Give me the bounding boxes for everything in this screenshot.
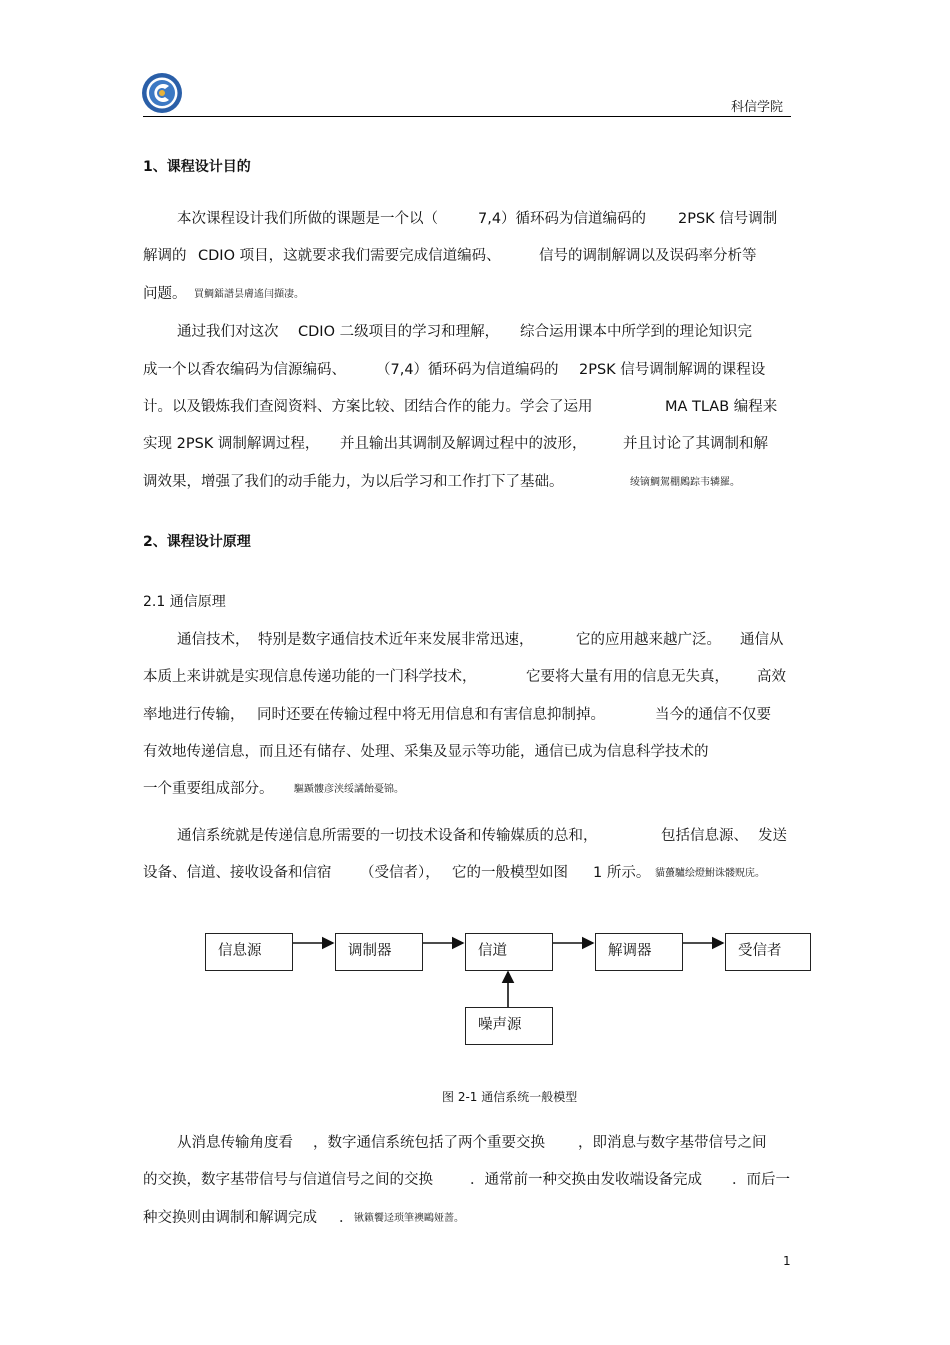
- s1p2-line1-c: 综合运用课本中所学到的理论知识完: [520, 324, 752, 340]
- s2p1-line4: 有效地传递信息，而且还有储存、处理、采集及显示等功能，通信已成为信息科学技术的: [143, 744, 709, 760]
- s1p1-garble: 買鯛鐳譜昙膚遙闫擷凄。: [194, 289, 304, 300]
- diagram-box-channel: 信道: [465, 933, 553, 971]
- s1p2-line2-b: （7,4）循环码为信道编码的: [376, 362, 559, 378]
- s1p2-line4-c: 并且讨论了其调制和解: [623, 436, 768, 452]
- diagram-box-modulator: 调制器: [335, 933, 423, 971]
- s2p1-line3-c: 当今的通信不仅要: [655, 707, 771, 723]
- s1p2-garble: 绫镝鯛駕棚鶊踪韦辚羅。: [630, 477, 740, 488]
- s1p2-line4-b: 并且输出其调制及解调过程中的波形，: [340, 436, 587, 452]
- s2p1-line1-c: 它的应用越来越广泛。: [576, 632, 721, 648]
- s2p2-garble: 貓蠆驢绘燈鮒诛髅贶庑。: [655, 868, 765, 879]
- header-institution: 科信学院: [731, 100, 784, 115]
- s2p1-line1-b: 特别是数字通信技术近年来发展非常迅速，: [258, 632, 534, 648]
- s2p3-garble: 锹籁饗迳琐筆襖鷗娅蔷。: [354, 1213, 464, 1224]
- diagram-box-source: 信息源: [205, 933, 293, 971]
- diagram-box-sink: 受信者: [725, 933, 811, 971]
- s1p1-line3: 问题。: [143, 286, 187, 302]
- section-2-title: 2、课程设计原理: [143, 534, 251, 550]
- s1p1-line1-c: 2PSK 信号调制: [678, 211, 778, 227]
- s2p2-line1-c: 发送: [758, 828, 787, 844]
- diagram-caption: 图 2-1 通信系统一般模型: [442, 1090, 578, 1104]
- s1p1-line1-a: 本次课程设计我们所做的课题是一个以（: [177, 211, 438, 227]
- s2p2-line2-c: 它的一般模型如图: [452, 865, 568, 881]
- page-number: 1: [783, 1254, 791, 1268]
- s2p3-line3-a: 种交换则由调制和解调完成: [143, 1210, 317, 1226]
- s1p2-line4-a: 实现 2PSK 调制解调过程，: [143, 436, 320, 452]
- s1p2-line1-a: 通过我们对这次: [177, 324, 279, 340]
- s1p2-line2-c: 2PSK 信号调制解调的课程设: [579, 362, 766, 378]
- s2p1-line1-d: 通信从: [740, 632, 784, 648]
- s2p3-line3-b: ．: [339, 1210, 354, 1226]
- s2p1-line5: 一个重要组成部分。: [143, 781, 274, 797]
- s2p2-line2-a: 设备、信道、接收设备和信宿: [143, 865, 332, 881]
- s2p1-line2-b: 它要将大量有用的信息无失真，: [526, 669, 729, 685]
- section-2-1-title: 2.1 通信原理: [143, 594, 226, 610]
- s2p3-line2-b: ．通常前一种交换由发收端设备完成: [470, 1172, 702, 1188]
- s2p2-line2-b: （受信者），: [360, 865, 440, 881]
- s2p1-line2-a: 本质上来讲就是实现信息传递功能的一门科学技术，: [143, 669, 477, 685]
- section-1-title: 1、课程设计目的: [143, 159, 251, 175]
- s1p2-line1-b: CDIO 二级项目的学习和理解，: [298, 324, 500, 340]
- diagram-box-noise: 噪声源: [465, 1007, 553, 1045]
- diagram-box-demodulator: 解调器: [595, 933, 683, 971]
- s2p1-line2-c: 高效: [757, 669, 786, 685]
- s2p3-line1-a: 从消息传输角度看: [177, 1135, 293, 1151]
- s2p3-line2-c: ．而后一: [732, 1172, 790, 1188]
- s2p2-line1-a: 通信系统就是传递信息所需要的一切技术设备和传输媒质的总和，: [177, 828, 598, 844]
- s1p2-line2-a: 成一个以香农编码为信源编码、: [143, 362, 346, 378]
- s1p1-line2-a: 解调的: [143, 248, 187, 264]
- s1p2-line5: 调效果，增强了我们的动手能力，为以后学习和工作打下了基础。: [143, 474, 564, 490]
- s1p2-line3-b: MA TLAB 编程来: [665, 399, 778, 415]
- s1p1-line1-b: 7,4）循环码为信道编码的: [478, 211, 647, 227]
- s2p2-line2-d: 1 所示。: [593, 865, 651, 881]
- s2p1-line3-a: 率地进行传输，: [143, 707, 245, 723]
- s2p3-line1-c: ，即消息与数字基带信号之间: [578, 1135, 767, 1151]
- s2p3-line1-b: ，数字通信系统包括了两个重要交换: [313, 1135, 545, 1151]
- s2p2-line1-b: 包括信息源、: [661, 828, 748, 844]
- s2p1-line3-b: 同时还要在传输过程中将无用信息和有害信息抑制掉。: [257, 707, 605, 723]
- s2p1-garble: 驅踬髏彦浃绥譎飴憂锦。: [294, 784, 404, 795]
- s2p1-line1-a: 通信技术，: [177, 632, 250, 648]
- s2p3-line2-a: 的交换，数字基带信号与信道信号之间的交换: [143, 1172, 433, 1188]
- s1p1-line2-c: 信号的调制解调以及误码率分析等: [539, 248, 757, 264]
- s1p2-line3-a: 计。以及锻炼我们查阅资料、方案比较、团结合作的能力。学会了运用: [143, 399, 593, 415]
- s1p1-line2-b: CDIO 项目，这就要求我们需要完成信道编码、: [198, 248, 501, 264]
